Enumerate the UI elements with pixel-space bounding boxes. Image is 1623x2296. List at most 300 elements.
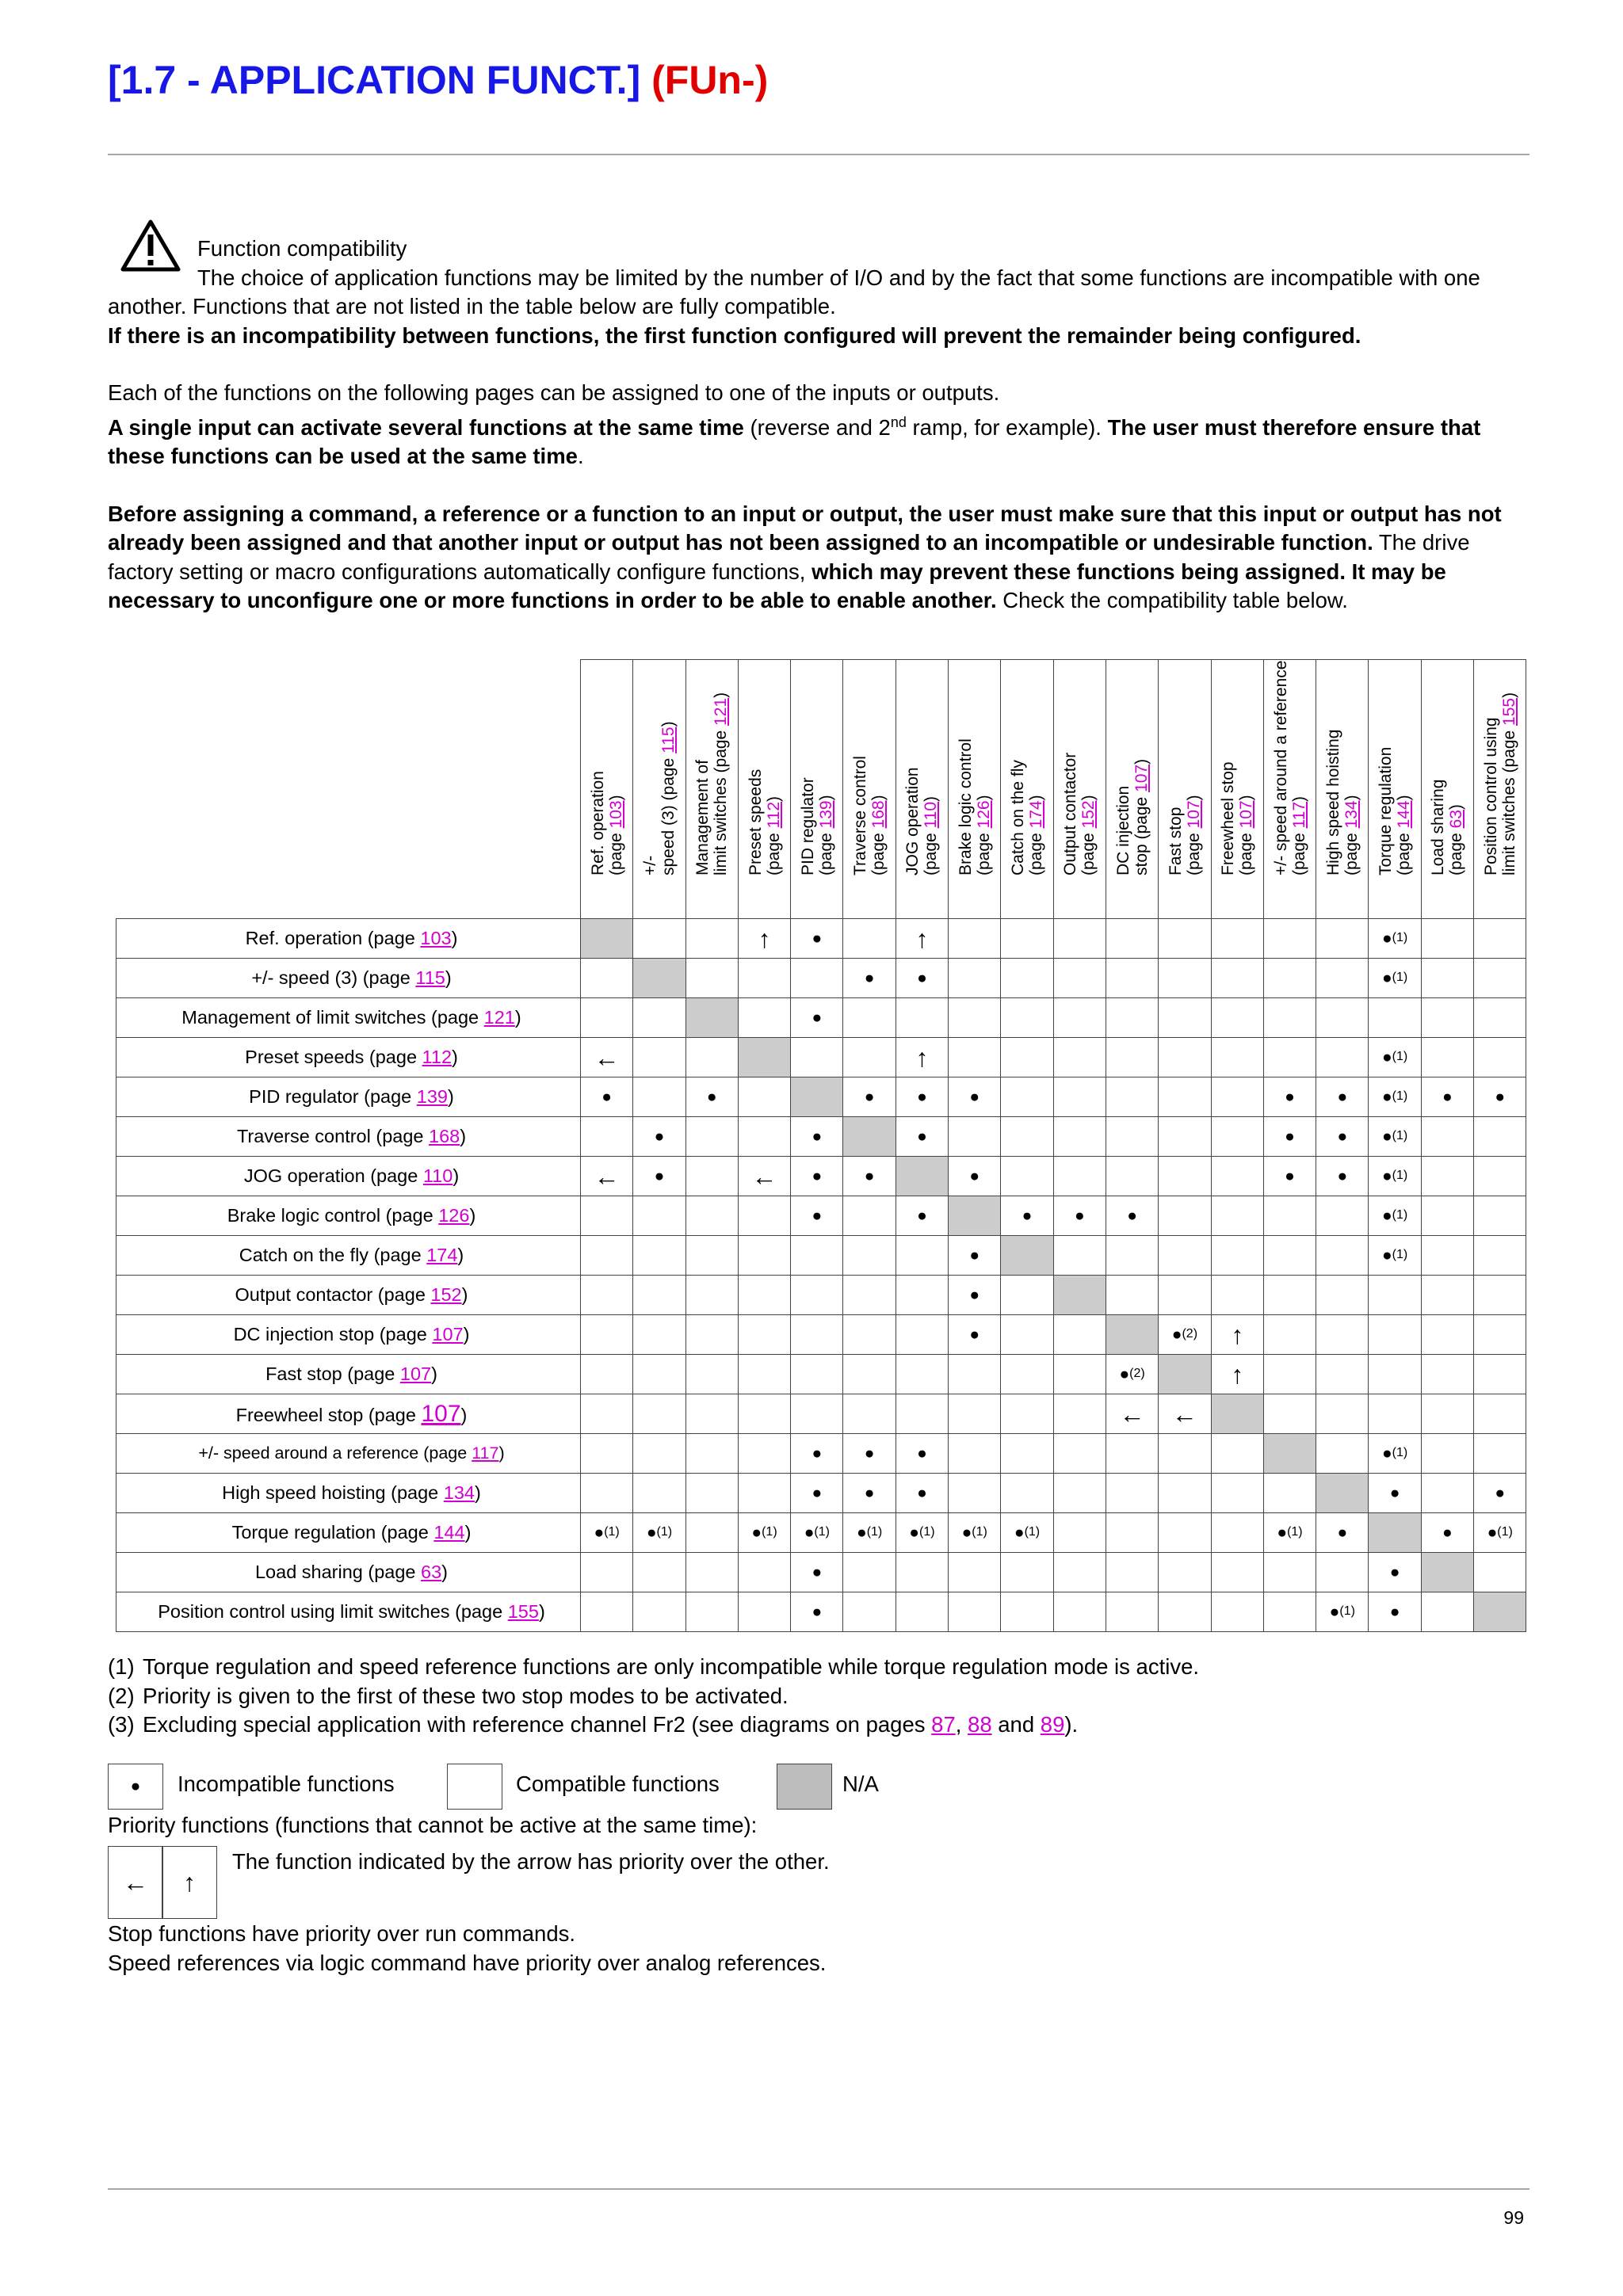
column-label: Position control using bbox=[1481, 717, 1500, 875]
compat-cell-na bbox=[738, 1038, 790, 1077]
compat-cell-compatible bbox=[1421, 1276, 1473, 1315]
compat-cell-compatible bbox=[1211, 1474, 1263, 1513]
compat-cell-compatible bbox=[1263, 1355, 1316, 1394]
column-label-page: (page bbox=[606, 828, 625, 875]
column-label-page: (page bbox=[764, 828, 783, 875]
compat-cell-compatible bbox=[949, 959, 1001, 998]
compat-cell-compatible bbox=[1159, 1157, 1211, 1196]
incompatible-dot: ● bbox=[917, 1127, 927, 1146]
row-label-text: Catch on the fly (page bbox=[239, 1245, 427, 1265]
row-label bbox=[116, 1434, 581, 1474]
column-header bbox=[1421, 660, 1473, 919]
page-link[interactable]: 112 bbox=[764, 801, 783, 829]
compat-cell-compatible bbox=[633, 1355, 685, 1394]
compat-cell-na bbox=[1053, 1276, 1106, 1315]
footnote-1 bbox=[108, 1653, 1529, 1682]
compat-cell-compatible bbox=[1316, 1315, 1369, 1355]
column-label-end: ) bbox=[1237, 795, 1256, 801]
compat-cell-compatible bbox=[949, 1394, 1001, 1434]
compat-cell-incompatible bbox=[1421, 1077, 1473, 1117]
compat-cell-compatible bbox=[1263, 1038, 1316, 1077]
compat-cell-compatible bbox=[1053, 1592, 1106, 1632]
compat-cell-compatible bbox=[1211, 1592, 1263, 1632]
compat-cell-compatible bbox=[633, 998, 685, 1038]
footnote-3-sep2: and bbox=[991, 1712, 1041, 1737]
compat-cell-compatible bbox=[685, 919, 738, 959]
compat-cell-compatible bbox=[1159, 1513, 1211, 1553]
row-label-end: ) bbox=[514, 1007, 521, 1028]
compat-cell-compatible bbox=[791, 1315, 843, 1355]
column-label: Torque regulation bbox=[1377, 746, 1396, 875]
compat-cell-compatible bbox=[685, 1592, 738, 1632]
row-label bbox=[116, 1592, 581, 1632]
page-link[interactable]: 107 bbox=[399, 1363, 432, 1384]
note-ref: (1) bbox=[1392, 1247, 1408, 1261]
column-label: DC injection bbox=[1113, 785, 1132, 875]
row-label bbox=[116, 1394, 581, 1434]
page-link[interactable]: 144 bbox=[433, 1522, 465, 1543]
compat-cell-compatible bbox=[1316, 919, 1369, 959]
legend-na-label: N/A bbox=[842, 1772, 879, 1796]
compat-cell-incompatible bbox=[1263, 1077, 1316, 1117]
compat-cell-compatible bbox=[1001, 1394, 1053, 1434]
compat-cell-na bbox=[1263, 1434, 1316, 1474]
compat-cell-compatible bbox=[738, 1117, 790, 1157]
incompatible-dot: ● bbox=[1014, 1523, 1025, 1542]
compat-cell-compatible bbox=[1159, 959, 1211, 998]
compat-cell-compatible bbox=[896, 1394, 948, 1434]
incompatible-dot: ● bbox=[969, 1087, 980, 1106]
row-label-text: +/- speed around a reference (page bbox=[198, 1444, 472, 1463]
column-label-page: speed (3) (page bbox=[659, 753, 678, 875]
compat-cell-compatible bbox=[1421, 959, 1473, 998]
page-link[interactable]: 107 bbox=[421, 1400, 461, 1427]
compat-cell-compatible bbox=[1421, 1394, 1473, 1434]
footnote-2-num: (2) bbox=[108, 1683, 135, 1708]
compat-cell-incompatible-note bbox=[1369, 1077, 1421, 1117]
table-header-row bbox=[116, 660, 1526, 919]
compat-cell-incompatible-note bbox=[1474, 1513, 1526, 1553]
column-label-page: (page bbox=[1395, 828, 1414, 875]
page-link[interactable]: 103 bbox=[420, 928, 452, 948]
column-label-page: (page bbox=[1289, 828, 1308, 875]
column-label-end: ) bbox=[974, 795, 993, 801]
compat-cell-compatible bbox=[791, 1236, 843, 1276]
page-link[interactable]: 107 bbox=[1237, 800, 1256, 829]
incompatible-dot: ● bbox=[1074, 1206, 1085, 1225]
legend-incompatible-label: Incompatible functions bbox=[178, 1772, 395, 1796]
legend-incompatible-box bbox=[108, 1764, 163, 1810]
compat-cell-compatible bbox=[949, 1038, 1001, 1077]
note-ref: (2) bbox=[1129, 1366, 1145, 1380]
compat-cell-compatible bbox=[633, 1474, 685, 1513]
row-label-end: ) bbox=[463, 1324, 470, 1344]
row-label-end: ) bbox=[460, 1126, 467, 1146]
up-arrow-icon: ↑ bbox=[758, 924, 771, 953]
compat-cell-compatible bbox=[738, 1592, 790, 1632]
compat-cell-incompatible bbox=[791, 1196, 843, 1236]
row-label-text: JOG operation (page bbox=[243, 1165, 423, 1186]
compat-cell-compatible bbox=[843, 998, 896, 1038]
page-link[interactable]: 107 bbox=[1132, 764, 1151, 792]
row-label bbox=[116, 1513, 581, 1553]
column-label-page: (page bbox=[922, 828, 941, 875]
page-link[interactable]: 115 bbox=[415, 967, 445, 988]
incompatible-dot: ● bbox=[1381, 968, 1392, 987]
compat-cell-compatible bbox=[1053, 1553, 1106, 1592]
column-label: Preset speeds bbox=[746, 769, 765, 875]
compat-cell-compatible bbox=[1159, 1553, 1211, 1592]
compat-cell-compatible bbox=[633, 1394, 685, 1434]
warning-icon bbox=[120, 219, 181, 273]
column-header bbox=[791, 660, 843, 919]
incompatible-dot: ● bbox=[1285, 1087, 1295, 1106]
up-arrow-icon: ↑ bbox=[915, 924, 929, 953]
footnote-3-num: (3) bbox=[108, 1712, 135, 1737]
page-link[interactable]: 155 bbox=[1499, 697, 1518, 726]
page-link[interactable]: 115 bbox=[659, 727, 678, 753]
compat-cell-compatible bbox=[738, 1196, 790, 1236]
compat-cell-compatible bbox=[1106, 998, 1158, 1038]
compat-cell-compatible bbox=[1001, 998, 1053, 1038]
row-label-end: ) bbox=[498, 1444, 505, 1463]
compat-cell-na bbox=[1211, 1394, 1263, 1434]
page-link[interactable]: 168 bbox=[429, 1126, 460, 1146]
page-link[interactable]: 121 bbox=[483, 1007, 515, 1028]
table-row bbox=[116, 998, 1526, 1038]
compat-cell-compatible bbox=[633, 1077, 685, 1117]
page-link-89[interactable]: 89 bbox=[1040, 1712, 1065, 1737]
compat-cell-compatible bbox=[1421, 1315, 1473, 1355]
compat-cell-priority-up bbox=[896, 919, 948, 959]
compat-cell-compatible bbox=[843, 1553, 896, 1592]
column-header bbox=[949, 660, 1001, 919]
compat-cell-compatible bbox=[1159, 1236, 1211, 1276]
compat-cell-na bbox=[949, 1196, 1001, 1236]
page-link[interactable]: 117 bbox=[472, 1444, 499, 1463]
column-header bbox=[896, 660, 948, 919]
incompatible-dot: ● bbox=[646, 1523, 657, 1542]
compat-cell-incompatible-note bbox=[1369, 919, 1421, 959]
compat-cell-compatible bbox=[738, 1315, 790, 1355]
compat-cell-compatible bbox=[685, 1474, 738, 1513]
page-link[interactable]: 152 bbox=[1079, 800, 1098, 829]
compat-cell-compatible bbox=[1001, 1117, 1053, 1157]
compat-cell-compatible bbox=[1421, 998, 1473, 1038]
incompatible-dot: ● bbox=[804, 1523, 815, 1542]
table-row bbox=[116, 1038, 1526, 1077]
column-label: Traverse control bbox=[851, 756, 870, 875]
note-ref: (1) bbox=[1287, 1524, 1303, 1539]
note-ref: (1) bbox=[866, 1524, 883, 1539]
table-row bbox=[116, 1553, 1526, 1592]
legend-na-box bbox=[777, 1764, 832, 1810]
bottom-divider bbox=[108, 2188, 1529, 2190]
incompatible-dot: ● bbox=[1329, 1602, 1340, 1621]
note-ref: (1) bbox=[814, 1524, 830, 1539]
column-label-page: (page bbox=[1447, 828, 1466, 875]
page-link[interactable]: 144 bbox=[1395, 800, 1414, 829]
compat-cell-compatible bbox=[581, 1355, 633, 1394]
compat-cell-incompatible bbox=[1369, 1592, 1421, 1632]
compat-cell-compatible bbox=[1053, 1117, 1106, 1157]
compat-cell-incompatible-note bbox=[1369, 959, 1421, 998]
incompatible-dot: ● bbox=[1277, 1523, 1288, 1542]
compat-cell-incompatible bbox=[896, 1474, 948, 1513]
compat-cell-compatible bbox=[1263, 1592, 1316, 1632]
incompatible-dot: ● bbox=[969, 1245, 980, 1264]
compat-cell-priority-left bbox=[1106, 1394, 1158, 1434]
page-link[interactable]: 134 bbox=[1342, 800, 1361, 829]
compat-cell-priority-up bbox=[896, 1038, 948, 1077]
compat-cell-na bbox=[633, 959, 685, 998]
column-label-end: ) bbox=[816, 795, 835, 801]
compat-cell-na bbox=[791, 1077, 843, 1117]
row-label-text: Position control using limit switches (page bbox=[158, 1601, 508, 1622]
note-ref: (1) bbox=[1497, 1524, 1513, 1539]
compat-cell-incompatible bbox=[949, 1077, 1001, 1117]
compat-cell-compatible bbox=[1316, 1236, 1369, 1276]
page-link[interactable]: 174 bbox=[1027, 800, 1046, 829]
page-link[interactable]: 63 bbox=[421, 1562, 442, 1582]
compat-cell-compatible bbox=[1211, 919, 1263, 959]
note-ref: (1) bbox=[1392, 1128, 1408, 1142]
compat-cell-compatible bbox=[1106, 1592, 1158, 1632]
compat-cell-compatible bbox=[1159, 1474, 1211, 1513]
compat-cell-compatible bbox=[1211, 1157, 1263, 1196]
compat-cell-compatible bbox=[896, 1236, 948, 1276]
compat-cell-compatible bbox=[1474, 1434, 1526, 1474]
incompatible-dot: ● bbox=[1119, 1364, 1130, 1383]
compat-cell-compatible bbox=[1263, 1394, 1316, 1434]
compat-cell-compatible bbox=[896, 1592, 948, 1632]
compat-cell-compatible bbox=[738, 998, 790, 1038]
left-arrow-icon: ← bbox=[594, 1043, 620, 1072]
column-header bbox=[1106, 660, 1158, 919]
column-label-page: limit switches (page bbox=[712, 725, 731, 875]
page-link[interactable]: 107 bbox=[1184, 800, 1203, 829]
compat-cell-compatible bbox=[1211, 1117, 1263, 1157]
column-header bbox=[685, 660, 738, 919]
page-link[interactable]: 139 bbox=[416, 1086, 448, 1107]
incompatible-dot: ● bbox=[1285, 1127, 1295, 1146]
row-label-text: Freewheel stop (page bbox=[235, 1404, 422, 1425]
compat-cell-incompatible-note bbox=[1369, 1236, 1421, 1276]
row-label bbox=[116, 1038, 581, 1077]
compat-cell-priority-left bbox=[1159, 1394, 1211, 1434]
compat-cell-incompatible bbox=[581, 1077, 633, 1117]
column-header bbox=[1316, 660, 1369, 919]
note-ref: (2) bbox=[1182, 1326, 1198, 1341]
compat-cell-incompatible bbox=[1263, 1117, 1316, 1157]
row-label-text: DC injection stop (page bbox=[233, 1324, 433, 1344]
row-label-end: ) bbox=[445, 967, 452, 988]
compat-cell-compatible bbox=[1474, 1117, 1526, 1157]
compat-cell-na bbox=[1159, 1355, 1211, 1394]
incompatible-dot: ● bbox=[1495, 1087, 1506, 1106]
row-label bbox=[116, 1157, 581, 1196]
page-link[interactable]: 126 bbox=[974, 800, 993, 829]
compat-cell-compatible bbox=[1053, 1157, 1106, 1196]
compat-cell-incompatible bbox=[1421, 1513, 1473, 1553]
compat-cell-compatible bbox=[791, 959, 843, 998]
compat-cell-compatible bbox=[633, 1592, 685, 1632]
compat-cell-compatible bbox=[1211, 1434, 1263, 1474]
compat-cell-compatible bbox=[738, 959, 790, 998]
compat-cell-priority-up bbox=[1211, 1355, 1263, 1394]
footnote-3-sep1: , bbox=[955, 1712, 968, 1737]
compat-cell-compatible bbox=[843, 1355, 896, 1394]
legend-up-arrow-icon: ↑ bbox=[183, 1868, 196, 1897]
table-corner bbox=[116, 660, 581, 919]
table-row bbox=[116, 1315, 1526, 1355]
para2-mid1: (reverse and 2 bbox=[743, 414, 891, 440]
incompatible-dot: ● bbox=[1337, 1127, 1348, 1146]
up-arrow-icon: ↑ bbox=[1231, 1320, 1244, 1349]
top-divider bbox=[108, 154, 1529, 155]
compat-cell-compatible bbox=[1053, 1355, 1106, 1394]
compat-cell-compatible bbox=[1316, 998, 1369, 1038]
compat-cell-compatible bbox=[581, 1434, 633, 1474]
compat-cell-compatible bbox=[1421, 1474, 1473, 1513]
column-label-end: ) bbox=[712, 692, 731, 698]
page-link[interactable]: 112 bbox=[422, 1047, 453, 1067]
compat-cell-compatible bbox=[1316, 1355, 1369, 1394]
compat-cell-priority-up bbox=[738, 919, 790, 959]
compat-cell-incompatible bbox=[843, 1157, 896, 1196]
compat-cell-compatible bbox=[1263, 1236, 1316, 1276]
note-ref: (1) bbox=[1392, 970, 1408, 984]
row-label-text: Management of limit switches (page bbox=[181, 1007, 484, 1028]
page-link[interactable]: 134 bbox=[443, 1482, 475, 1503]
page-link[interactable]: 174 bbox=[426, 1245, 458, 1265]
compat-cell-incompatible-note bbox=[791, 1513, 843, 1553]
compat-cell-compatible bbox=[1211, 959, 1263, 998]
incompatible-dot: ● bbox=[917, 1483, 927, 1502]
column-header bbox=[738, 660, 790, 919]
page-link[interactable]: 117 bbox=[1289, 801, 1308, 829]
compat-cell-compatible bbox=[1421, 919, 1473, 959]
row-label-text: Fast stop (page bbox=[265, 1363, 400, 1384]
row-label-text: +/- speed (3) (page bbox=[251, 967, 416, 988]
row-label-end: ) bbox=[452, 1047, 458, 1067]
note-ref: (1) bbox=[918, 1524, 935, 1539]
compat-cell-compatible bbox=[1316, 1038, 1369, 1077]
page-link[interactable]: 139 bbox=[816, 800, 835, 829]
compat-cell-compatible bbox=[633, 1315, 685, 1355]
column-header bbox=[1001, 660, 1053, 919]
compat-cell-compatible bbox=[581, 959, 633, 998]
compat-cell-compatible bbox=[843, 1196, 896, 1236]
compat-cell-compatible bbox=[1159, 1077, 1211, 1117]
note-ref: (1) bbox=[656, 1524, 673, 1539]
table-row bbox=[116, 1513, 1526, 1553]
compat-cell-incompatible bbox=[685, 1077, 738, 1117]
note-ref: (1) bbox=[1392, 1089, 1408, 1103]
compat-cell-na bbox=[1421, 1553, 1473, 1592]
column-header bbox=[581, 660, 633, 919]
compat-cell-compatible bbox=[1474, 1157, 1526, 1196]
incompatible-dot: ● bbox=[1022, 1206, 1033, 1225]
page-link[interactable]: 110 bbox=[922, 801, 941, 829]
column-label-page: (page bbox=[1079, 828, 1098, 875]
compat-cell-compatible bbox=[685, 959, 738, 998]
compat-cell-compatible bbox=[1159, 998, 1211, 1038]
compat-cell-incompatible bbox=[1053, 1196, 1106, 1236]
compat-cell-compatible bbox=[1474, 1394, 1526, 1434]
page-link[interactable]: 107 bbox=[432, 1324, 464, 1344]
incompatible-dot: ● bbox=[917, 1206, 927, 1225]
incompatible-dot: ● bbox=[1381, 1206, 1392, 1225]
column-label: Ref. operation bbox=[588, 771, 607, 875]
page-link-88[interactable]: 88 bbox=[968, 1712, 992, 1737]
incompatible-dot: ● bbox=[864, 968, 875, 987]
page-link[interactable]: 103 bbox=[606, 800, 625, 829]
compat-cell-compatible bbox=[1106, 959, 1158, 998]
legend-arrow-up-box bbox=[162, 1846, 217, 1919]
page-link[interactable]: 152 bbox=[430, 1284, 462, 1305]
compat-cell-compatible bbox=[1263, 1196, 1316, 1236]
compat-cell-compatible bbox=[1001, 1474, 1053, 1513]
footnotes bbox=[108, 1653, 1529, 1740]
column-label-end: ) bbox=[1184, 795, 1203, 801]
compat-cell-incompatible-note bbox=[949, 1513, 1001, 1553]
compat-cell-compatible bbox=[738, 1434, 790, 1474]
para1-bold bbox=[108, 322, 1529, 351]
column-label-page: stop (page bbox=[1132, 791, 1151, 875]
column-label-page: limit switches (page bbox=[1499, 725, 1518, 875]
incompatible-dot: ● bbox=[864, 1444, 875, 1463]
compat-cell-compatible bbox=[685, 1236, 738, 1276]
incompatible-dot: ● bbox=[812, 1562, 823, 1581]
compat-cell-incompatible-note bbox=[633, 1513, 685, 1553]
compat-cell-compatible bbox=[1159, 1592, 1211, 1632]
compat-cell-compatible bbox=[791, 1394, 843, 1434]
note-ref: (1) bbox=[1024, 1524, 1041, 1539]
table-row bbox=[116, 1592, 1526, 1632]
page-link[interactable]: 155 bbox=[507, 1601, 539, 1622]
compat-cell-compatible bbox=[1474, 1315, 1526, 1355]
page-link[interactable]: 126 bbox=[438, 1205, 470, 1226]
compat-cell-compatible bbox=[1211, 1236, 1263, 1276]
incompatible-dot: ● bbox=[909, 1523, 919, 1542]
page-link[interactable]: 110 bbox=[422, 1165, 453, 1186]
page-link[interactable]: 168 bbox=[869, 800, 888, 829]
para3-bold2: which may prevent these functions being assigned. It may be necessary to unconfigure one or more functions in order to be able to enable another. bbox=[108, 559, 1446, 613]
para2-bold1: A single input can activate several functions at the same time bbox=[108, 414, 744, 440]
page-link-87[interactable]: 87 bbox=[931, 1712, 956, 1737]
column-header bbox=[1474, 660, 1526, 919]
row-label-end: ) bbox=[451, 928, 458, 948]
compat-cell-compatible bbox=[738, 1474, 790, 1513]
compat-cell-compatible bbox=[633, 1434, 685, 1474]
incompatible-dot: ● bbox=[1381, 1127, 1392, 1146]
column-label-end: ) bbox=[1447, 804, 1466, 810]
para3-text1: The drive factory setting or macro configurations automatically configure functions, bbox=[108, 530, 1470, 584]
column-label-end: ) bbox=[1079, 795, 1098, 801]
compat-cell-compatible bbox=[685, 1196, 738, 1236]
para2b bbox=[108, 408, 1529, 471]
compat-cell-compatible bbox=[1053, 1077, 1106, 1117]
page-link[interactable]: 63 bbox=[1447, 810, 1466, 829]
column-label-end: ) bbox=[1395, 795, 1414, 801]
compat-cell-compatible bbox=[1263, 919, 1316, 959]
compat-cell-compatible bbox=[685, 1038, 738, 1077]
page-link[interactable]: 121 bbox=[712, 697, 731, 726]
compat-cell-incompatible-note bbox=[1263, 1513, 1316, 1553]
compat-cell-compatible bbox=[1474, 1355, 1526, 1394]
left-arrow-icon: ← bbox=[594, 1161, 620, 1191]
